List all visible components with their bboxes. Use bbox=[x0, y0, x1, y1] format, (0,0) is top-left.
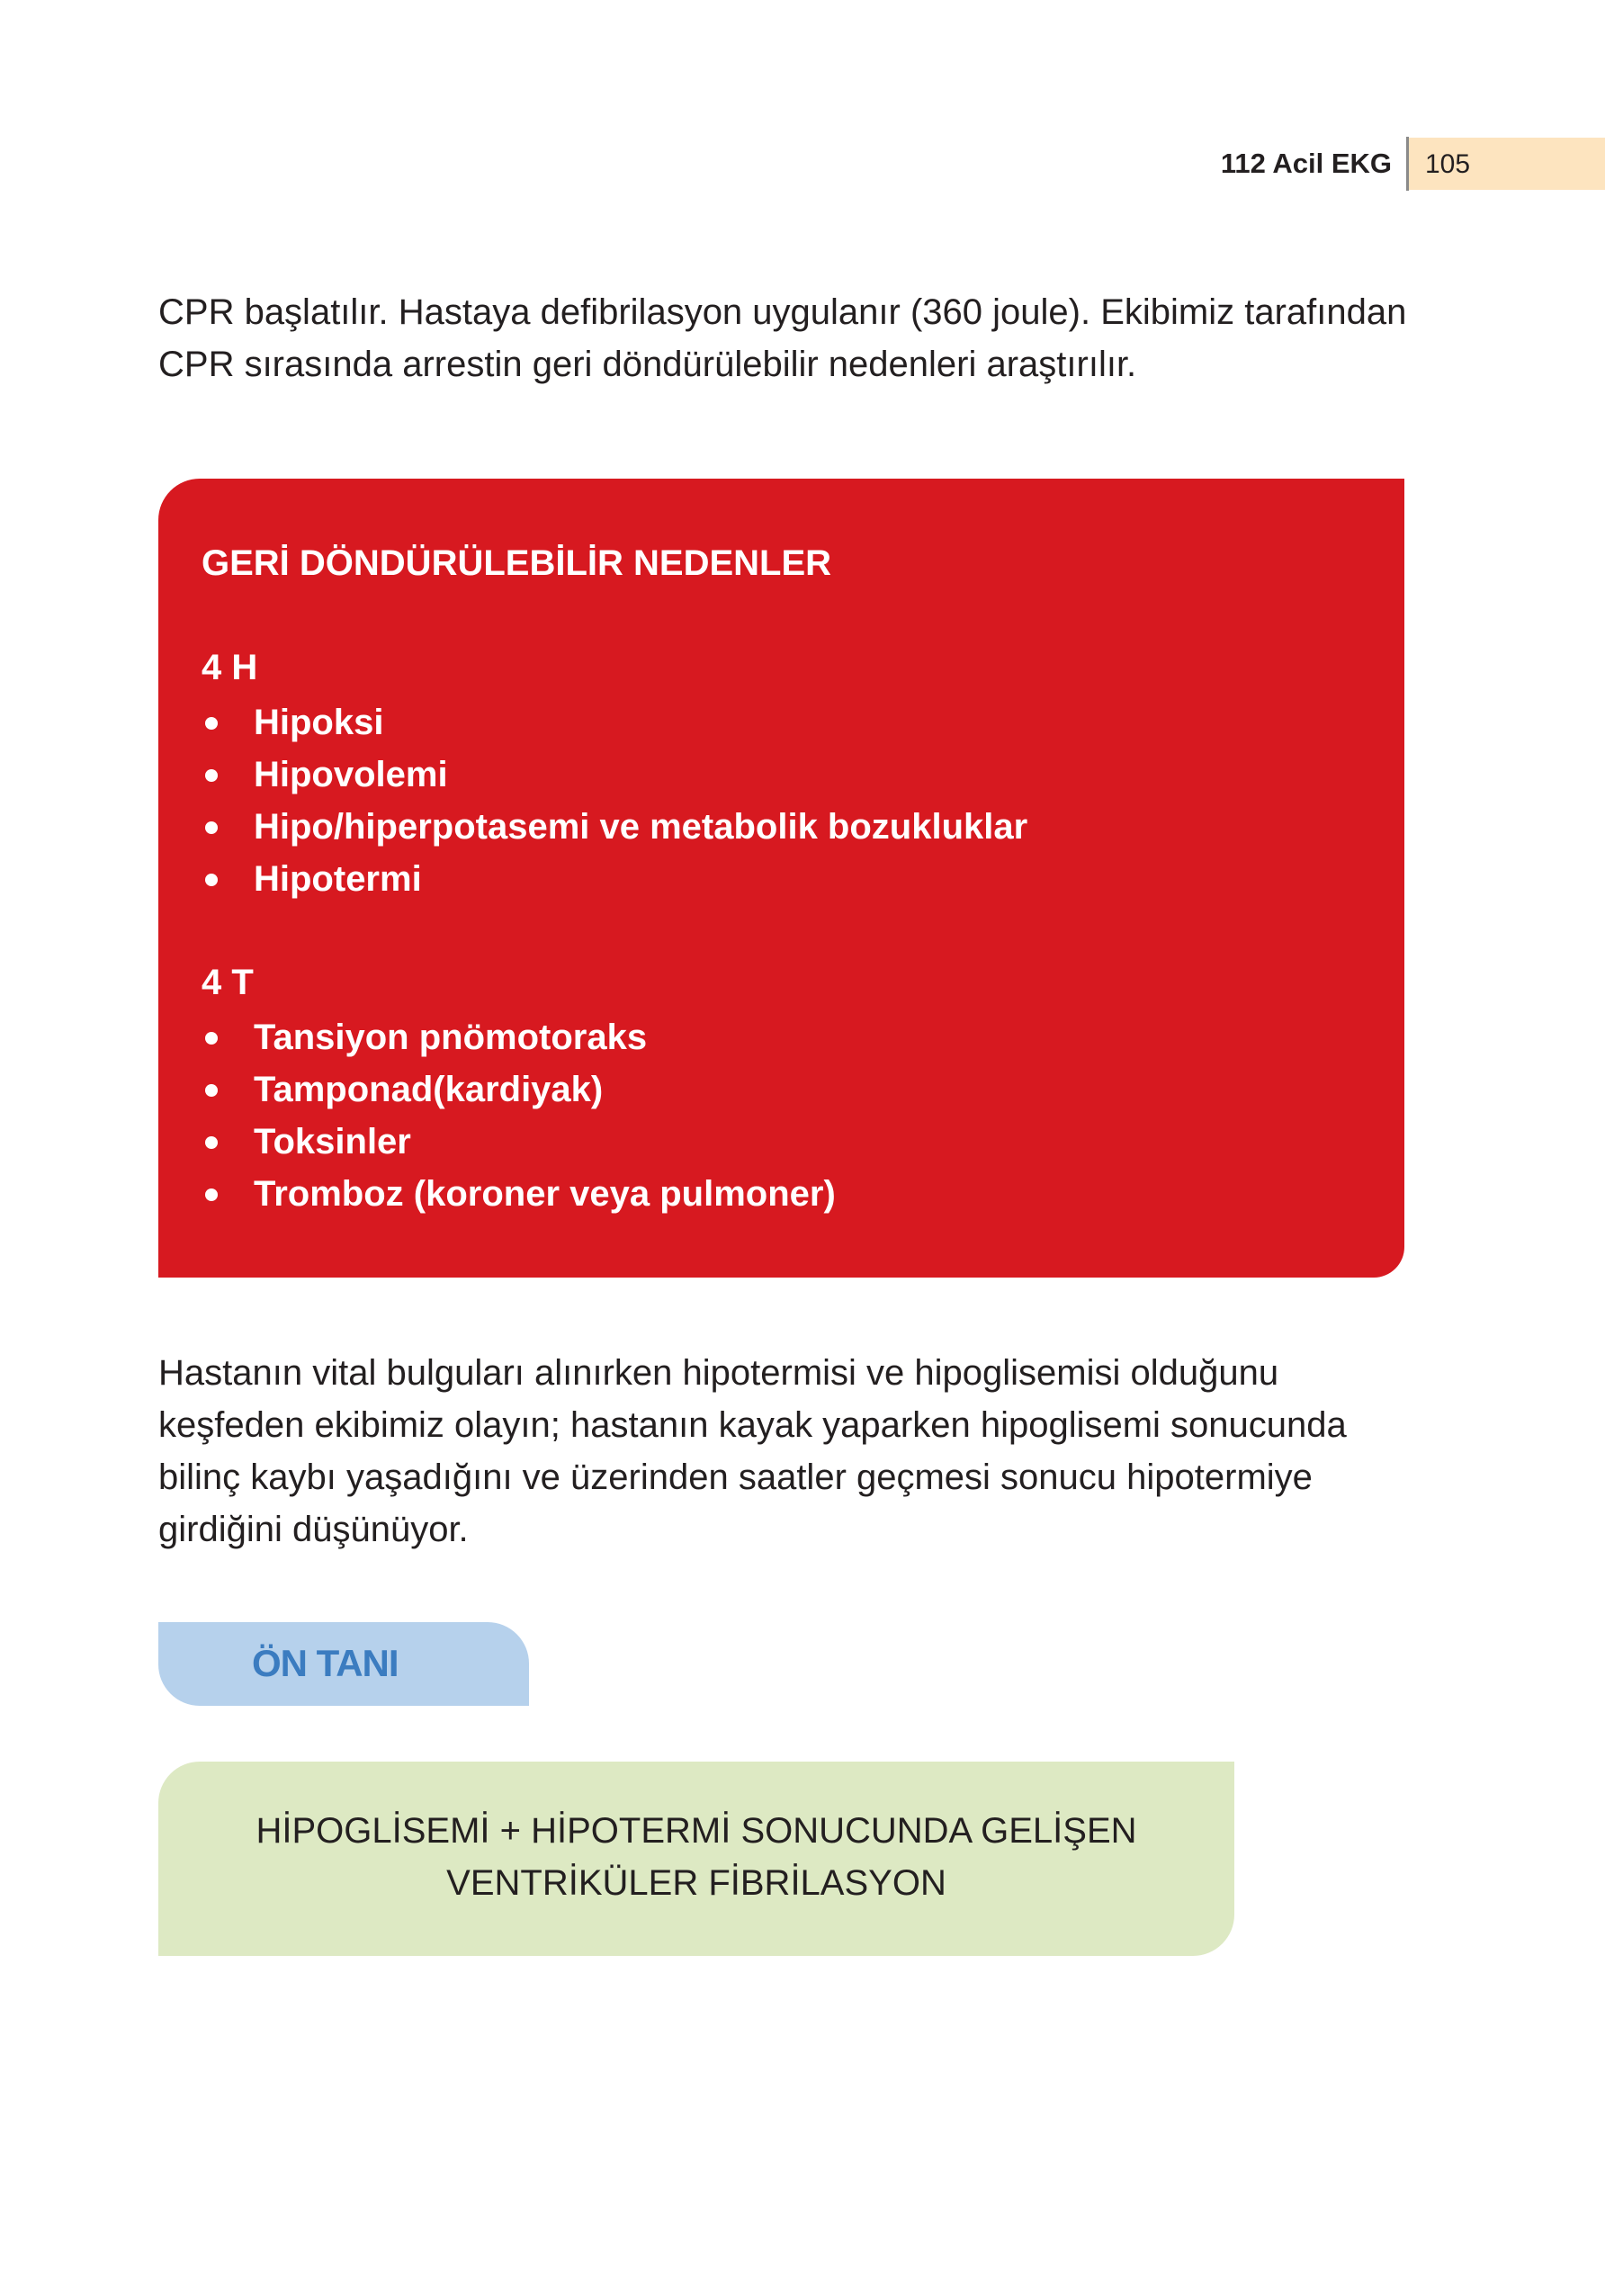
reversible-causes-title: GERİ DÖNDÜRÜLEBİLİR NEDENLER bbox=[202, 543, 832, 583]
bullet-icon bbox=[205, 1032, 218, 1045]
h-causes-list bbox=[202, 696, 1027, 905]
bullet-icon bbox=[205, 1136, 218, 1149]
t-group-title: 4 T bbox=[202, 963, 254, 1002]
reversible-causes-box bbox=[158, 479, 1404, 1278]
list-item-label: Hipotermi bbox=[254, 859, 422, 899]
bullet-icon bbox=[205, 717, 218, 730]
list-item bbox=[202, 696, 1027, 749]
bullet-icon bbox=[205, 769, 218, 782]
preliminary-diagnosis-tab bbox=[158, 1622, 529, 1706]
findings-paragraph: Hastanın vital bulguları alınırken hipotermisi ve hipoglisemisi olduğunu keşfeden ekibimiz olayın; hastanın kayak yaparken hipoglisemi sonucunda bilinç kaybı yaşadığını ve üzerinden saatler geçmesi sonucu hipotermiye girdiğini düşünüyor. bbox=[158, 1353, 1347, 1549]
list-item bbox=[202, 801, 1027, 853]
list-item-label: Tansiyon pnömotoraks bbox=[254, 1018, 648, 1057]
list-item-label: Tromboz (koroner veya pulmoner) bbox=[254, 1174, 836, 1214]
list-item-label: Toksinler bbox=[254, 1122, 411, 1161]
bullet-icon bbox=[205, 1084, 218, 1097]
list-item bbox=[202, 1168, 836, 1220]
bullet-icon bbox=[205, 821, 218, 834]
list-item bbox=[202, 853, 1027, 905]
list-item-label: Tamponad(kardiyak) bbox=[254, 1070, 604, 1109]
list-item-label: Hipo/hiperpotasemi ve metabolik bozukluklar bbox=[254, 807, 1028, 847]
preliminary-diagnosis-label: ÖN TANI bbox=[252, 1642, 399, 1684]
page-number-tab bbox=[1409, 138, 1605, 190]
intro-paragraph: CPR başlatılır. Hastaya defibrilasyon uygulanır (360 joule). Ekibimiz tarafından CPR sırasında arrestin geri döndürülebilir nedenleri araştırılır. bbox=[158, 292, 1407, 384]
list-item-label: Hipovolemi bbox=[254, 755, 448, 794]
preliminary-diagnosis-box bbox=[158, 1762, 1234, 1956]
list-item-label: Hipoksi bbox=[254, 703, 384, 742]
list-item bbox=[202, 749, 1027, 801]
book-title: 112 Acil EKG bbox=[1220, 148, 1392, 179]
list-item bbox=[202, 1063, 836, 1116]
h-group-title: 4 H bbox=[202, 648, 258, 687]
bullet-icon bbox=[205, 1188, 218, 1201]
t-causes-list bbox=[202, 1011, 836, 1220]
page-number: 105 bbox=[1425, 149, 1471, 179]
list-item bbox=[202, 1116, 836, 1168]
bullet-icon bbox=[205, 874, 218, 886]
preliminary-diagnosis-text: HİPOGLİSEMİ + HİPOTERMİ SONUCUNDA GELİŞEN VENTRİKÜLER FİBRİLASYON bbox=[256, 1811, 1137, 1903]
list-item bbox=[202, 1011, 836, 1063]
